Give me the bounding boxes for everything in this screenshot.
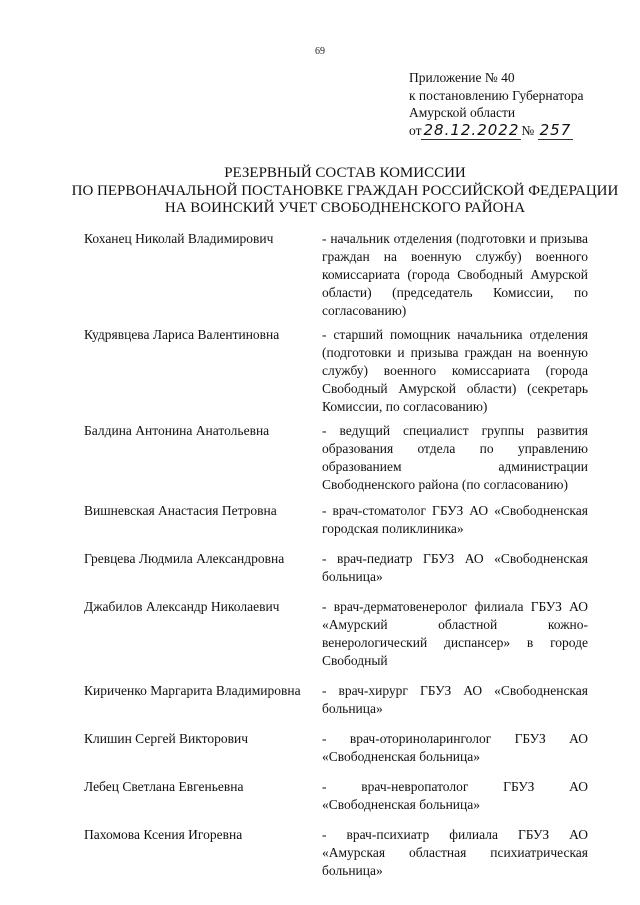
appendix-block	[409, 69, 624, 139]
document-title	[70, 165, 620, 218]
member-role: - врач-хирург ГБУЗ АО «Свободненская больница»	[322, 683, 588, 716]
member-name: Пахомова Ксения Игоревна	[84, 827, 243, 842]
number-value: 257	[539, 120, 572, 139]
member-role: - старший помощник начальника отделения (подготовки и призыва граждан на военную службу) военного комиссариата (города Свободный Амурской области) (секретарь Комиссии, по согласованию)	[322, 327, 588, 414]
number-prefix: №	[521, 122, 535, 138]
member-role: - врач-психиатр филиала ГБУЗ АО «Амурская областная психиатрическая больница»	[322, 827, 588, 878]
appendix-line-2: к постановлению Губернатора	[409, 87, 584, 103]
appendix-date-line	[409, 122, 624, 140]
title-line-1: РЕЗЕРВНЫЙ СОСТАВ КОМИССИИ	[224, 165, 466, 181]
appendix-line-1: Приложение № 40	[409, 70, 515, 85]
member-name: Вишневская Анастасия Петровна	[84, 503, 277, 518]
member-name: Гревцева Людмила Александровна	[84, 551, 285, 566]
member-role: - начальник отделения (подготовки и призыва граждан на военную службу) военного комиссариата (города Свободный Амурской области) (председатель Комиссии, по согласованию)	[322, 231, 588, 318]
date-prefix: от	[409, 122, 422, 138]
title-line-3: НА ВОИНСКИЙ УЧЕТ СВОБОДНЕНСКОГО РАЙОНА	[164, 200, 526, 216]
member-name: Балдина Антонина Анатольевна	[84, 423, 270, 438]
member-name: Коханец Николай Владимирович	[84, 231, 274, 246]
member-role: - врач-невропатолог ГБУЗ АО «Свободненская больница»	[322, 779, 588, 812]
member-role: - врач-стоматолог ГБУЗ АО «Свободненская городская поликлиника»	[322, 503, 588, 536]
date-value: 28.12.2022	[423, 120, 520, 139]
member-name: Лебец Светлана Евгеньевна	[84, 779, 244, 794]
member-role: - ведущий специалист группы развития образования отдела по управлению образованием администрации Свободненского района (по согласованию)	[322, 423, 588, 492]
member-role: - врач-педиатр ГБУЗ АО «Свободненская больница»	[322, 551, 588, 584]
appendix-line-3: Амурской области	[409, 105, 516, 120]
member-role: - врач-оториноларинголог ГБУЗ АО «Свободненская больница»	[322, 731, 588, 764]
member-name: Кириченко Маргарита Владимировна	[84, 683, 301, 698]
member-role: - врач-дерматовенеролог филиала ГБУЗ АО «Амурский областной кожно-венерологический диспансер» в городе Свободный	[322, 599, 588, 668]
member-name: Клишин Сергей Викторович	[84, 731, 249, 746]
member-name: Кудрявцева Лариса Валентиновна	[84, 327, 280, 342]
title-line-2: ПО ПЕРВОНАЧАЛЬНОЙ ПОСТАНОВКЕ ГРАЖДАН РОССИЙСКОЙ ФЕДЕРАЦИИ	[71, 182, 619, 199]
member-name: Джабилов Александр Николаевич	[84, 599, 280, 614]
page-number: 69	[315, 46, 325, 57]
